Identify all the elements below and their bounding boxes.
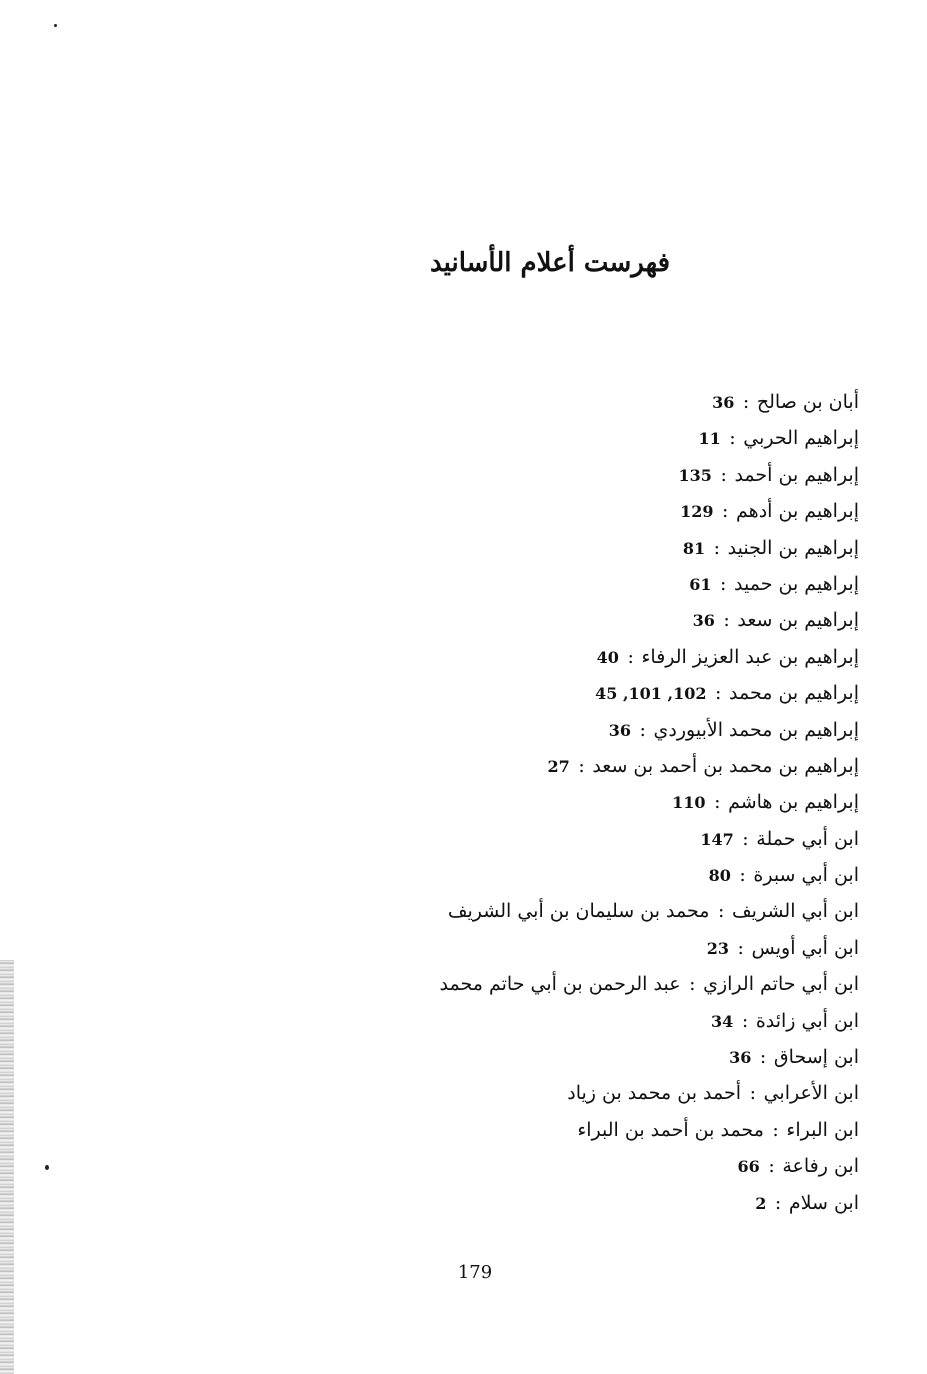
entry-separator: : <box>742 391 750 413</box>
entry-page-ref: 2 <box>755 1193 767 1213</box>
entry-name: إبراهيم الحربي <box>743 427 859 450</box>
index-entry <box>339 384 859 420</box>
index-entry <box>339 821 859 857</box>
index-entry <box>339 420 859 456</box>
entry-name: إبراهيم بن محمد بن أحمد بن سعد <box>592 754 859 777</box>
index-entry <box>339 639 859 675</box>
index-entry <box>339 748 859 784</box>
index-entry <box>339 1112 859 1148</box>
index-entry <box>339 493 859 529</box>
entry-separator: : <box>714 791 721 814</box>
entry-name: ابن أبي حاتم الرازي <box>703 973 859 996</box>
entry-separator: : <box>689 973 696 996</box>
index-entry <box>339 457 859 493</box>
entry-page-ref: 40 <box>596 647 619 667</box>
entry-page-ref: 147 <box>700 829 734 849</box>
entry-separator: : <box>718 900 725 923</box>
index-entry <box>339 857 859 893</box>
entry-page-ref: 61 <box>689 574 712 594</box>
entry-separator: : <box>739 864 746 887</box>
entry-separator: : <box>578 754 585 777</box>
index-entry <box>339 1039 859 1075</box>
entry-page-ref: 129 <box>680 502 714 522</box>
entry-separator: : <box>749 1082 756 1105</box>
entry-page-ref: 36 <box>729 1048 752 1068</box>
entry-page-ref: 81 <box>682 538 706 558</box>
entry-page-ref: 80 <box>708 866 731 886</box>
entry-name: إبراهيم بن محمد الأبيوردي <box>653 718 859 741</box>
index-entry <box>339 1185 859 1221</box>
entry-name: ابن أبي حملة <box>756 827 859 850</box>
entry-page-ref: 66 <box>737 1157 760 1177</box>
scan-edge-shadow <box>0 960 14 1374</box>
entry-separator: : <box>627 645 634 668</box>
entry-page-ref: 27 <box>547 756 570 776</box>
entry-name: ابن أبي سبرة <box>753 864 859 887</box>
entry-separator: : <box>722 500 729 523</box>
page-number: 179 <box>457 1262 493 1283</box>
entry-separator: : <box>768 1155 775 1178</box>
entry-separator: : <box>723 609 730 632</box>
index-entry <box>339 893 859 929</box>
entry-cross-ref: عبد الرحمن بن أبي حاتم محمد <box>439 973 681 996</box>
entry-cross-ref: محمد بن أحمد بن البراء <box>577 1118 764 1141</box>
entry-cross-ref: محمد بن سليمان بن أبي الشريف <box>447 900 710 923</box>
entry-name: إبراهيم بن محمد <box>729 682 859 705</box>
entry-name: إبراهيم بن أدهم <box>736 500 859 523</box>
index-entry <box>339 675 859 711</box>
index-entry <box>339 1148 859 1184</box>
entry-name: ابن رفاعة <box>782 1155 859 1178</box>
entry-separator: : <box>741 1009 749 1032</box>
entry-cross-ref: أحمد بن محمد بن زياد <box>567 1082 742 1105</box>
entry-page-ref: 102, 101, 45 <box>595 684 707 704</box>
entry-name: ابن أبي أويس <box>751 936 859 959</box>
entry-separator: : <box>729 427 736 450</box>
entry-separator: : <box>774 1191 782 1214</box>
entry-name: إبراهيم بن عبد العزيز الرفاء <box>641 645 859 668</box>
entry-separator: : <box>639 718 646 741</box>
index-entry <box>339 530 859 566</box>
entry-page-ref: 34 <box>711 1011 734 1031</box>
entry-name: إبراهيم بن أحمد <box>734 463 859 486</box>
entry-separator: : <box>720 572 727 595</box>
entry-page-ref: 23 <box>706 938 729 958</box>
index-entry <box>339 712 859 748</box>
index-entry <box>339 966 859 1002</box>
entry-name: إبراهيم بن سعد <box>737 609 859 632</box>
index-entry <box>339 1075 859 1111</box>
index-entry <box>339 602 859 638</box>
entry-separator: : <box>715 682 722 705</box>
entry-name: أبان بن صالح <box>756 391 859 413</box>
entry-page-ref: 135 <box>678 465 712 485</box>
entry-page-ref: 36 <box>608 720 631 740</box>
entry-name: ابن سلام <box>788 1191 859 1214</box>
index-list <box>339 384 859 1221</box>
entry-page-ref: 36 <box>712 393 735 412</box>
entry-separator: : <box>759 1046 767 1069</box>
entry-name: ابن البراء <box>786 1118 859 1141</box>
entry-page-ref: 11 <box>698 429 721 449</box>
entry-separator: : <box>720 463 727 486</box>
entry-separator: : <box>713 536 721 559</box>
entry-page-ref: 110 <box>672 793 706 813</box>
entry-name: إبراهيم بن هاشم <box>728 791 859 814</box>
index-entry <box>339 930 859 966</box>
page-title: فهرست أعلام الأسانيد <box>429 248 670 278</box>
entry-name: إبراهيم بن حميد <box>734 572 859 595</box>
entry-separator: : <box>772 1118 779 1141</box>
index-entry <box>339 784 859 820</box>
index-entry <box>339 1003 859 1039</box>
entry-separator: : <box>737 936 744 959</box>
index-entry <box>339 566 859 602</box>
entry-name: ابن أبي الشريف <box>732 900 859 923</box>
entry-name: إبراهيم بن الجنيد <box>727 536 859 559</box>
scan-speck <box>54 24 57 27</box>
scan-speck <box>45 1165 49 1170</box>
entry-separator: : <box>742 827 749 850</box>
entry-name: ابن أبي زائدة <box>755 1009 859 1032</box>
entry-name: ابن إسحاق <box>773 1046 859 1069</box>
entry-page-ref: 36 <box>692 611 715 631</box>
entry-name: ابن الأعرابي <box>763 1082 859 1105</box>
